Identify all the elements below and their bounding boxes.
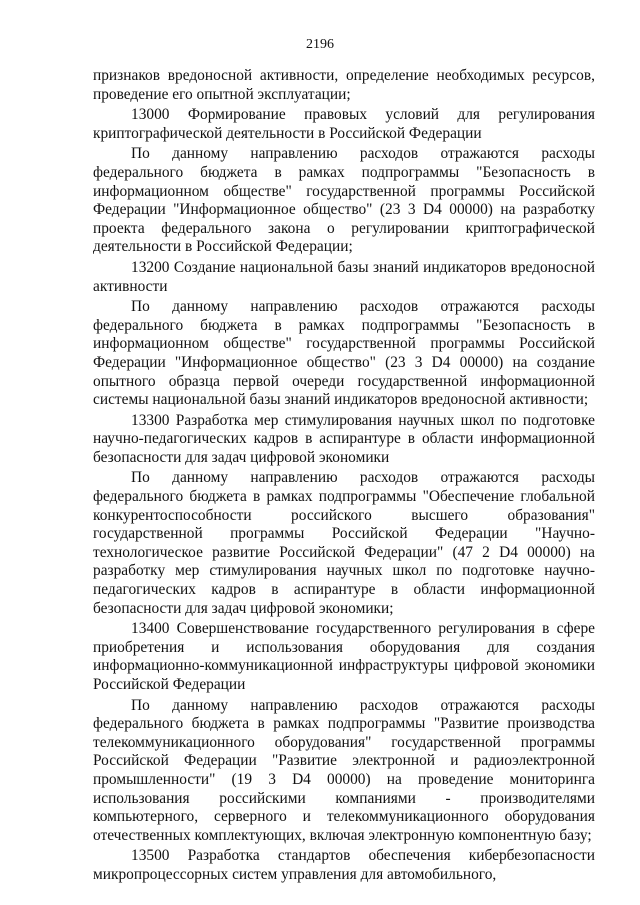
section-heading-13300: 13300 Разработка мер стимулирования научных школ по подготовке научно-педагогических кадров в аспирантуре в области информационной безопасности для задач цифровой экономики [93, 411, 595, 466]
paragraph: По данному направлению расходов отражаются расходы федерального бюджета в рамках подпрограммы "Развитие производства телекоммуникационного оборудования" государственной программы Российской Федерации "Развитие электронной и радиоэлектронной промышленности" (19 3 D4 00000) на проведение мониторинга использования российскими компаниями - производителями компьютерного, серверного и телекоммуникационного оборудования отечественных комплектующих, включая электронную компонентную базу; [93, 696, 595, 844]
paragraph: По данному направлению расходов отражаются расходы федерального бюджета в рамках подпрограммы "Безопасность в информационном обществе" государственной программы Российской Федерации "Информационное общество" (23 3 D4 00000) на создание опытного образца первой очереди государственной информационной системы национальной базы знаний индикаторов вредоносной активности; [93, 298, 595, 409]
paragraph: признаков вредоносной активности, определение необходимых ресурсов, проведение его опытной эксплуатации; [93, 67, 595, 103]
page-number: 2196 [306, 37, 334, 52]
section-heading-13000: 13000 Формирование правовых условий для регулирования криптографической деятельности в Российской Федерации [93, 106, 595, 142]
section-heading-13400: 13400 Совершенствование государственного регулирования в сфере приобретения и использования оборудования для создания информационно-коммуникационной инфраструктуры цифровой экономики Российской Федерации [93, 620, 595, 693]
paragraph: По данному направлению расходов отражаются расходы федерального бюджета в рамках подпрограммы "Обеспечение глобальной конкурентоспособности российского высшего образования" государственной программы Российской Федерации "Научно-технологическое развитие Российской Федерации" (47 2 D4 00000) на разработку мер стимулирования научных школ по подготовке научно-педагогических кадров в аспирантуре в области информационной безопасности для задач цифровой экономики; [93, 469, 595, 617]
section-heading-13200: 13200 Создание национальной базы знаний индикаторов вредоносной активности [93, 258, 595, 295]
paragraph: По данному направлению расходов отражаются расходы федерального бюджета в рамках подпрограммы "Безопасность в информационном обществе" государственной программы Российской Федерации "Информационное общество" (23 3 D4 00000) на разработку проекта федерального закона о регулировании криптографической деятельности в Российской Федерации; [93, 145, 595, 256]
section-heading-13500: 13500 Разработка стандартов обеспечения кибербезопасности микропроцессорных систем управления для автомобильного, [93, 847, 595, 883]
document-body [93, 67, 595, 885]
